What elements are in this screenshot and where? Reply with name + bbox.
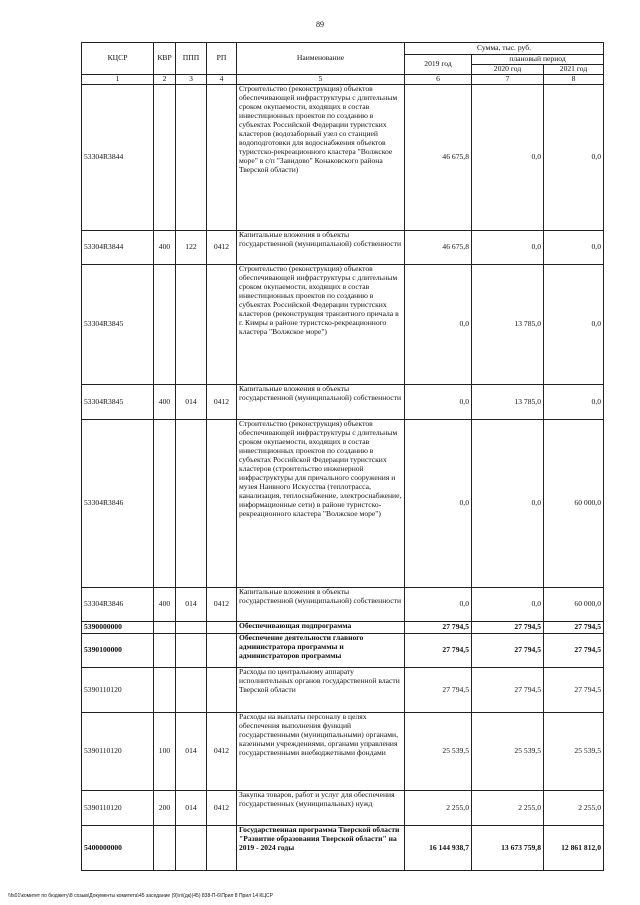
cell-kvr: 400 [154, 231, 176, 265]
table-row [82, 420, 604, 588]
cell-2020: 2 255,0 [472, 791, 544, 826]
header-year-2021: 2021 год [544, 65, 604, 75]
cell-2020: 27 794,5 [472, 622, 544, 634]
cell-rp: 0412 [207, 385, 237, 420]
cell-kvr [154, 668, 176, 713]
footer-file-path: \\fs01\комитет по бюджету\8 созыв\Документы комитета\45 заседание (9)\п\(дк)(45) 838-П-6\Прил 8 Прил 14 КЦСР [8, 893, 273, 899]
header-col-number: 8 [544, 75, 604, 85]
cell-kvr: 400 [154, 588, 176, 622]
cell-2020: 27 794,5 [472, 668, 544, 713]
cell-rp [207, 634, 237, 668]
cell-kvr: 400 [154, 385, 176, 420]
cell-2021: 27 794,5 [544, 634, 604, 668]
cell-name: Строительство (реконструкция) объектов обеспечивающей инфраструктуры с длительным сроком окупаемости, входящих в состав инвестиционных проектов по созданию в субъектах Российской Федерации туристских кластеров (реконструкция транзитного причала в г. Кимры в районе туристско-рекреационного кластера "Волжское море") [237, 265, 405, 385]
cell-ppp: 014 [176, 385, 207, 420]
cell-rp [207, 826, 237, 871]
cell-2019: 0,0 [405, 385, 472, 420]
cell-rp: 0412 [207, 713, 237, 791]
cell-2019: 2 255,0 [405, 791, 472, 826]
cell-kcsr: 53304R3846 [82, 420, 154, 588]
cell-ppp [176, 85, 207, 231]
cell-rp [207, 265, 237, 385]
cell-kvr [154, 265, 176, 385]
header-kcsr: КЦСР [82, 43, 154, 75]
cell-2020: 0,0 [472, 420, 544, 588]
cell-kcsr: 5390000000 [82, 622, 154, 634]
cell-2020: 0,0 [472, 85, 544, 231]
header-name: Наименование [237, 43, 405, 75]
cell-2021: 12 861 812,0 [544, 826, 604, 871]
cell-kcsr: 53304R3844 [82, 231, 154, 265]
cell-name: Расходы на выплаты персоналу в целях обеспечения выполнения функций государственными (муниципальными) органами, казенными учреждениями, органами управления государственными внебюджетными фондами [237, 713, 405, 791]
cell-kcsr: 5390100000 [82, 634, 154, 668]
header-col-number: 5 [237, 75, 405, 85]
cell-2020: 13 673 759,8 [472, 826, 544, 871]
cell-name: Капитальные вложения в объекты государственной (муниципальной) собственности [237, 588, 405, 622]
header-col-number: 1 [82, 75, 154, 85]
header-col-number: 3 [176, 75, 207, 85]
cell-2019: 25 539,5 [405, 713, 472, 791]
cell-ppp [176, 622, 207, 634]
table-row [82, 588, 604, 622]
cell-name: Обеспечивающая подпрограмма [237, 622, 405, 634]
cell-kvr [154, 622, 176, 634]
cell-kcsr: 53304R3845 [82, 385, 154, 420]
cell-2021: 0,0 [544, 265, 604, 385]
page-number: 89 [316, 20, 324, 29]
table-row [82, 634, 604, 668]
cell-kvr [154, 634, 176, 668]
cell-2021: 27 794,5 [544, 622, 604, 634]
cell-rp [207, 668, 237, 713]
cell-2021: 60 000,0 [544, 588, 604, 622]
header-col-number: 7 [472, 75, 544, 85]
header-sum-group: Сумма, тыс. руб. [405, 43, 604, 55]
cell-ppp [176, 668, 207, 713]
cell-2019: 46 675,8 [405, 85, 472, 231]
cell-2019: 46 675,8 [405, 231, 472, 265]
table-row [82, 622, 604, 634]
cell-kcsr: 5400000000 [82, 826, 154, 871]
cell-2019: 27 794,5 [405, 634, 472, 668]
cell-kvr: 200 [154, 791, 176, 826]
cell-2019: 0,0 [405, 588, 472, 622]
cell-rp: 0412 [207, 588, 237, 622]
cell-rp [207, 622, 237, 634]
cell-rp: 0412 [207, 231, 237, 265]
cell-2019: 27 794,5 [405, 668, 472, 713]
cell-name: Расходы по центральному аппарату исполнительных органов государственной власти Тверской области [237, 668, 405, 713]
table-row [82, 265, 604, 385]
table-row [82, 668, 604, 713]
cell-name: Строительство (реконструкция) объектов обеспечивающей инфраструктуры с длительным сроком окупаемости, входящих в состав инвестиционных проектов по созданию в субъектах Российской Федерации туристских кластеров (водозаборный узел со станцией водоподготовки для водоснабжения объектов туристско-рекреационного кластера "Волжское море" в с/п "Завидово" Конаковского района Тверской области) [237, 85, 405, 231]
header-ppp: ППП [176, 43, 207, 75]
cell-ppp: 122 [176, 231, 207, 265]
cell-kvr [154, 826, 176, 871]
cell-2020: 25 539,5 [472, 713, 544, 791]
cell-2019: 16 144 938,7 [405, 826, 472, 871]
cell-ppp [176, 420, 207, 588]
cell-ppp [176, 265, 207, 385]
cell-kcsr: 53304R3846 [82, 588, 154, 622]
cell-ppp [176, 826, 207, 871]
cell-kvr: 100 [154, 713, 176, 791]
table-row [82, 231, 604, 265]
cell-2021: 27 794,5 [544, 668, 604, 713]
header-col-number: 2 [154, 75, 176, 85]
table-row [82, 791, 604, 826]
cell-ppp [176, 634, 207, 668]
header-kvr: КВР [154, 43, 176, 75]
cell-kvr [154, 85, 176, 231]
header-year-2020: 2020 год [472, 65, 544, 75]
cell-kvr [154, 420, 176, 588]
table-row [82, 85, 604, 231]
cell-2021: 0,0 [544, 85, 604, 231]
header-plan-period: плановый период [472, 55, 604, 65]
cell-ppp: 014 [176, 791, 207, 826]
cell-kcsr: 5390110120 [82, 713, 154, 791]
cell-kcsr: 53304R3845 [82, 265, 154, 385]
cell-rp [207, 420, 237, 588]
header-year-2019: 2019 год [405, 55, 472, 75]
cell-2021: 0,0 [544, 385, 604, 420]
cell-2020: 0,0 [472, 231, 544, 265]
cell-name: Капитальные вложения в объекты государственной (муниципальной) собственности [237, 385, 405, 420]
cell-2020: 0,0 [472, 588, 544, 622]
header-rp: РП [207, 43, 237, 75]
cell-name: Государственная программа Тверской области "Развитие образования Тверской области" на 2019 - 2024 годы [237, 826, 405, 871]
budget-table [81, 42, 604, 871]
header-col-number: 4 [207, 75, 237, 85]
cell-2020: 13 785,0 [472, 385, 544, 420]
cell-rp: 0412 [207, 791, 237, 826]
cell-2020: 13 785,0 [472, 265, 544, 385]
cell-2021: 2 255,0 [544, 791, 604, 826]
cell-2019: 0,0 [405, 420, 472, 588]
cell-kcsr: 53304R3844 [82, 85, 154, 231]
cell-2021: 25 539,5 [544, 713, 604, 791]
cell-ppp: 014 [176, 588, 207, 622]
cell-name: Строительство (реконструкция) объектов обеспечивающей инфраструктуры с длительным сроком окупаемости, входящих в состав инвестиционных проектов по созданию в субъектах Российской Федерации туристских кластеров (строительство инженерной инфраструктуры для причального сооружения и музея Наивного Искусства (теплотрасса, канализация, теплоснабжение, электроснабжение, информационные сети) в районе туристско-рекреационного кластера "Волжское море") [237, 420, 405, 588]
cell-2019: 0,0 [405, 265, 472, 385]
cell-2021: 0,0 [544, 231, 604, 265]
cell-name: Обеспечение деятельности главного администратора программы и администраторов программы [237, 634, 405, 668]
cell-name: Закупка товаров, работ и услуг для обеспечения государственных (муниципальных) нужд [237, 791, 405, 826]
cell-rp [207, 85, 237, 231]
table-row [82, 713, 604, 791]
cell-name: Капитальные вложения в объекты государственной (муниципальной) собственности [237, 231, 405, 265]
cell-ppp: 014 [176, 713, 207, 791]
table-row [82, 385, 604, 420]
header-col-number: 6 [405, 75, 472, 85]
cell-kcsr: 5390110120 [82, 668, 154, 713]
table-row [82, 826, 604, 871]
cell-2020: 27 794,5 [472, 634, 544, 668]
cell-kcsr: 5390110120 [82, 791, 154, 826]
cell-2019: 27 794,5 [405, 622, 472, 634]
cell-2021: 60 000,0 [544, 420, 604, 588]
